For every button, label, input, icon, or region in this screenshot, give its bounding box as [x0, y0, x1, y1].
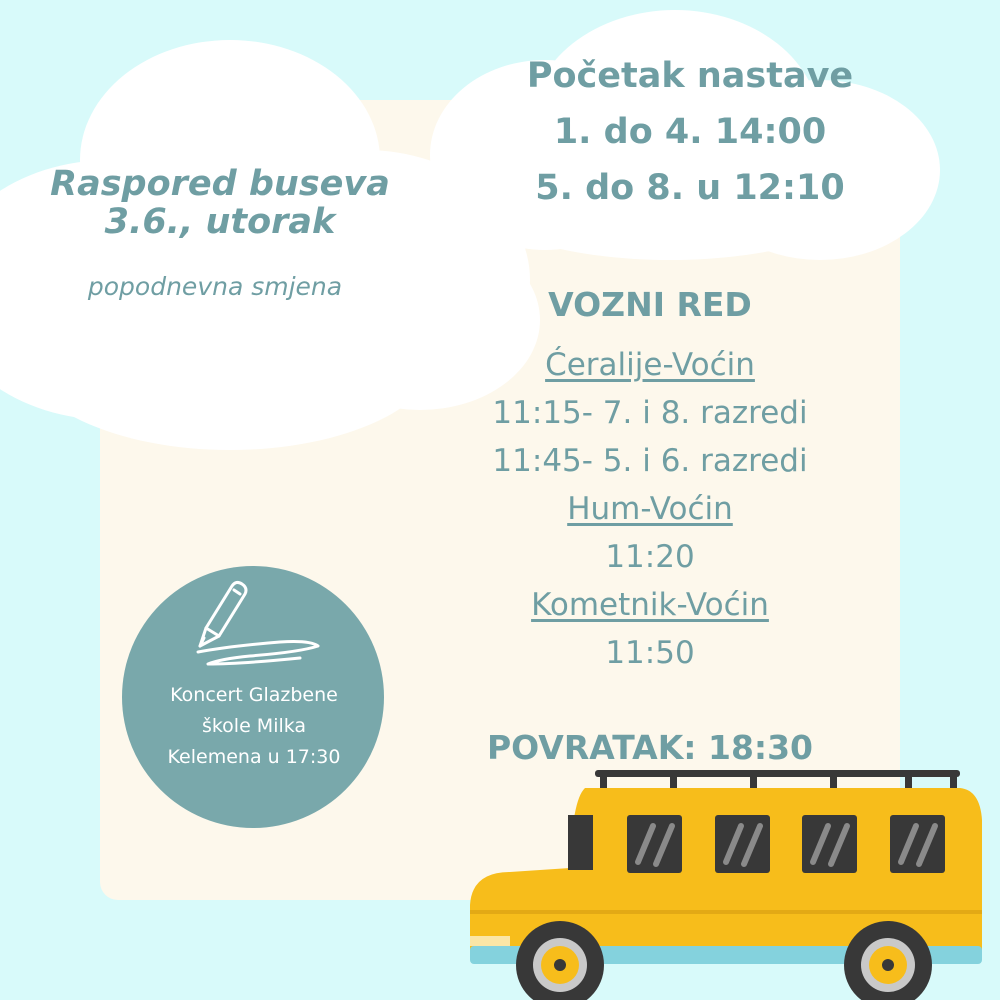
route-time: 11:50	[605, 635, 695, 671]
pen-signature-icon	[190, 580, 330, 670]
poster-title	[10, 165, 430, 241]
title-line-2: 3.6., utorak	[104, 202, 336, 242]
class-start-block	[470, 48, 910, 216]
route-time: 11:45- 5. i 6. razredi	[492, 443, 808, 479]
school-bus-icon	[460, 760, 1000, 1000]
schedule-heading: VOZNI RED	[548, 285, 752, 324]
class-start-heading: Početak nastave	[526, 56, 854, 96]
concert-text	[140, 680, 368, 773]
class-start-line-2: 5. do 8. u 12:10	[535, 168, 845, 208]
title-line-1: Raspored buseva	[50, 164, 390, 204]
concert-line-2: škole Milka	[201, 715, 307, 737]
route-name: Hum-Voćin	[567, 491, 733, 527]
route-time: 11:20	[605, 539, 695, 575]
route-name: Kometnik-Voćin	[531, 587, 769, 623]
route-time: 11:15- 7. i 8. razredi	[492, 395, 808, 431]
return-time: POVRATAK: 18:30	[486, 728, 814, 767]
concert-line-3: Kelemena u 17:30	[167, 746, 341, 768]
class-start-line-1: 1. do 4. 14:00	[553, 112, 827, 152]
route-name: Ćeralije-Voćin	[545, 347, 755, 383]
concert-line-1: Koncert Glazbene	[170, 684, 338, 706]
shift-label: popodnevna smjena	[87, 272, 343, 301]
